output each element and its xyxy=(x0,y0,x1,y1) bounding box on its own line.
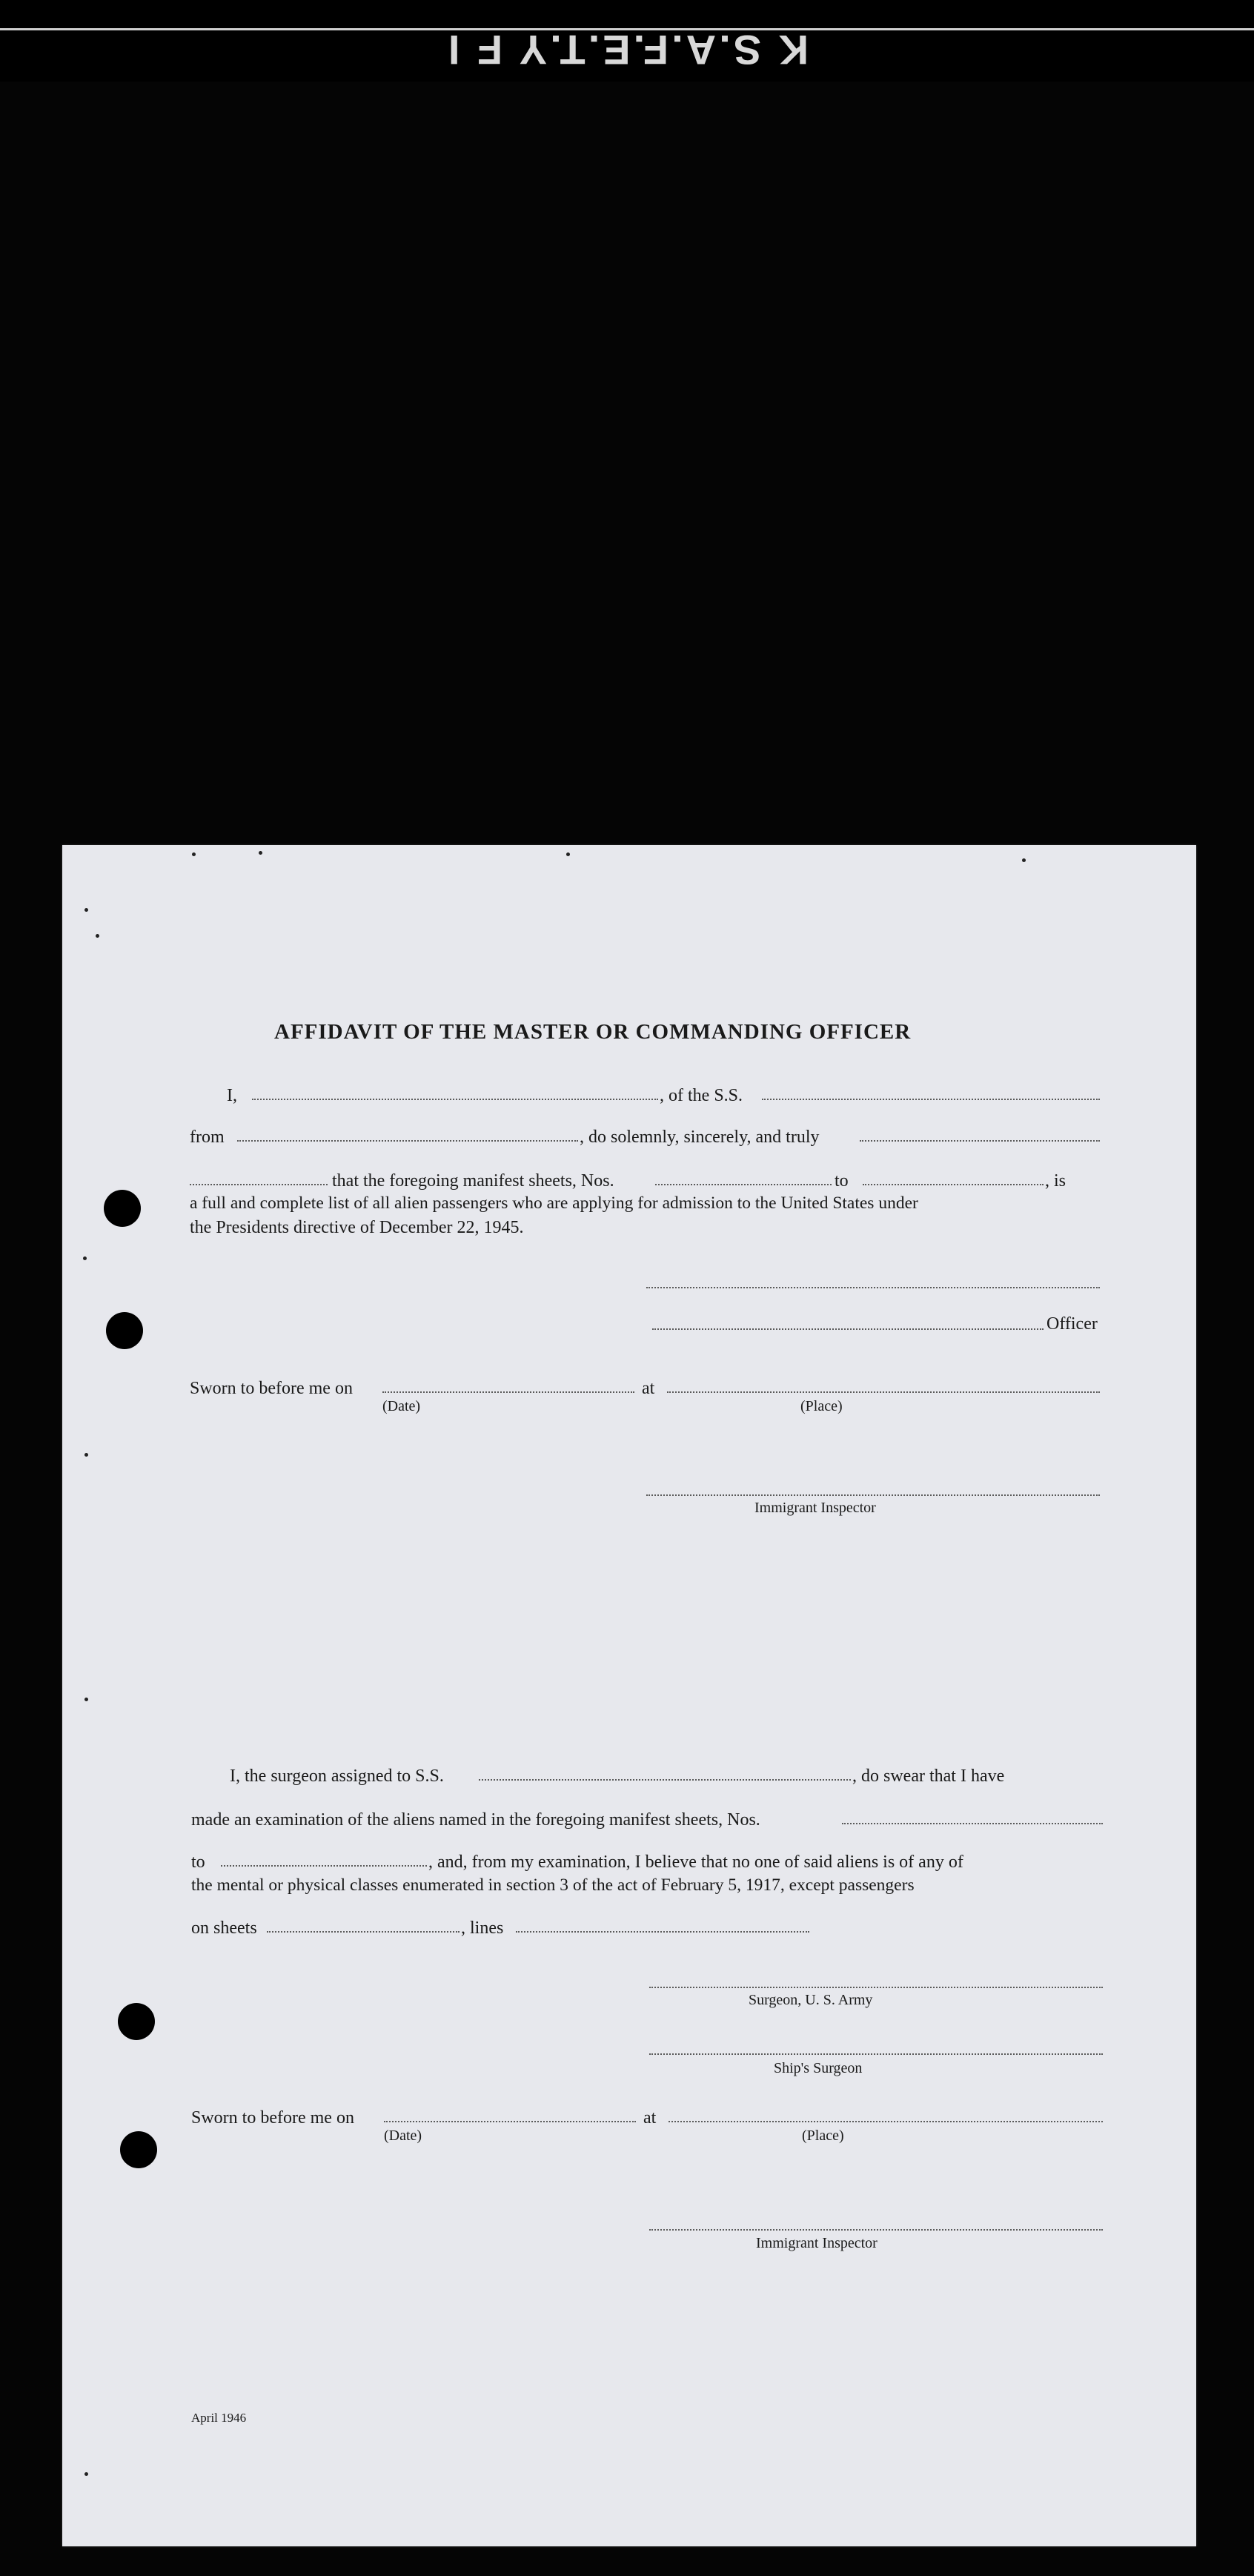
surgeon-line2: made an examination of the aliens named in the foregoing manifest sheets, Nos. xyxy=(191,1810,760,1830)
surgeon-line4: the mental or physical classes enumerated in section 3 of the act of February 5, 1917, except passengers xyxy=(191,1875,915,1895)
punch-hole xyxy=(104,1190,141,1227)
ship-name-field[interactable] xyxy=(762,1099,1100,1100)
surgeon-at-label: at xyxy=(643,2108,657,2128)
surgeon-sworn-label: Sworn to before me on xyxy=(191,2108,354,2128)
from-port-field[interactable] xyxy=(237,1140,578,1142)
master-name-field[interactable] xyxy=(252,1099,658,1100)
master-sworn-date-field[interactable] xyxy=(382,1391,634,1393)
oath-word-field[interactable] xyxy=(860,1140,1100,1142)
affidavit-line1-i: I, xyxy=(227,1086,237,1105)
surgeon-inspector-caption: Immigrant Inspector xyxy=(756,2235,878,2251)
speck xyxy=(96,934,99,938)
affidavit-line3-manifest: that the foregoing manifest sheets, Nos. xyxy=(332,1171,614,1191)
speck xyxy=(83,1256,87,1260)
master-at-label: at xyxy=(642,1379,655,1398)
punch-hole xyxy=(118,2003,155,2040)
surgeon-line5-sheets: on sheets xyxy=(191,1918,257,1938)
speck xyxy=(84,908,88,912)
form-date: April 1946 xyxy=(191,2411,247,2425)
surgeon-line1-end: , do swear that I have xyxy=(852,1767,1005,1786)
master-sworn-place-field[interactable] xyxy=(667,1391,1100,1393)
surgeon-lines-field[interactable] xyxy=(516,1931,809,1933)
affidavit-line3-is: , is xyxy=(1045,1171,1066,1191)
surgeon-place-caption: (Place) xyxy=(802,2128,844,2144)
manifest-from-field[interactable] xyxy=(655,1184,832,1185)
surgeon-ship-field[interactable] xyxy=(479,1779,851,1781)
affidavit-title: AFFIDAVIT OF THE MASTER OR COMMANDING OFFICER xyxy=(274,1020,912,1044)
officer-label: Officer xyxy=(1046,1314,1098,1334)
speck xyxy=(566,852,570,856)
surgeon-sheets-field[interactable] xyxy=(267,1931,460,1933)
officer-signature-line[interactable] xyxy=(652,1328,1044,1330)
document-page xyxy=(62,845,1196,2546)
ship-surgeon-caption: Ship's Surgeon xyxy=(774,2060,863,2076)
affidavit-line3-to: to xyxy=(835,1171,849,1191)
speck xyxy=(84,2472,88,2476)
ship-surgeon-signature-line[interactable] xyxy=(649,2053,1103,2055)
surgeon-line5-lines: , lines xyxy=(461,1918,504,1938)
surgeon-line3-to: to xyxy=(191,1852,205,1872)
film-edge-strip xyxy=(0,0,1254,82)
speck xyxy=(84,1698,88,1701)
surgeon-inspector-signature-line[interactable] xyxy=(649,2229,1103,2231)
oath-word-field-2[interactable] xyxy=(190,1184,328,1185)
speck xyxy=(192,852,196,856)
affidavit-line1-ship: , of the S.S. xyxy=(660,1086,743,1105)
master-inspector-signature-line[interactable] xyxy=(646,1494,1100,1496)
surgeon-line1-start: I, the surgeon assigned to S.S. xyxy=(230,1767,444,1786)
surgeon-manifest-from-field[interactable] xyxy=(842,1823,1103,1824)
affidavit-line4: a full and complete list of all alien passengers who are applying for admission to the United States under xyxy=(190,1193,918,1213)
master-sworn-label: Sworn to before me on xyxy=(190,1379,353,1398)
master-signature-line[interactable] xyxy=(646,1287,1100,1288)
master-date-caption: (Date) xyxy=(382,1398,421,1414)
army-surgeon-caption: Surgeon, U. S. Army xyxy=(749,1992,873,2008)
master-inspector-caption: Immigrant Inspector xyxy=(754,1500,876,1516)
affidavit-line2-swear: , do solemnly, sincerely, and truly xyxy=(580,1128,820,1147)
army-surgeon-signature-line[interactable] xyxy=(649,1987,1103,1988)
master-place-caption: (Place) xyxy=(800,1398,843,1414)
speck xyxy=(259,851,262,855)
film-edge-text: K S.A.F.E.T.Y F I xyxy=(445,27,809,74)
affidavit-line5: the Presidents directive of December 22, 1945. xyxy=(190,1218,524,1237)
manifest-to-field[interactable] xyxy=(863,1184,1044,1185)
speck xyxy=(1022,858,1026,862)
surgeon-manifest-to-field[interactable] xyxy=(221,1865,427,1867)
surgeon-date-caption: (Date) xyxy=(384,2128,422,2144)
speck xyxy=(84,1453,88,1457)
punch-hole xyxy=(120,2131,157,2168)
surgeon-sworn-place-field[interactable] xyxy=(669,2121,1103,2122)
surgeon-line3-rest: , and, from my examination, I believe that no one of said aliens is of any of xyxy=(428,1852,963,1872)
punch-hole xyxy=(106,1312,143,1349)
affidavit-line2-from: from xyxy=(190,1128,225,1147)
surgeon-sworn-date-field[interactable] xyxy=(384,2121,636,2122)
